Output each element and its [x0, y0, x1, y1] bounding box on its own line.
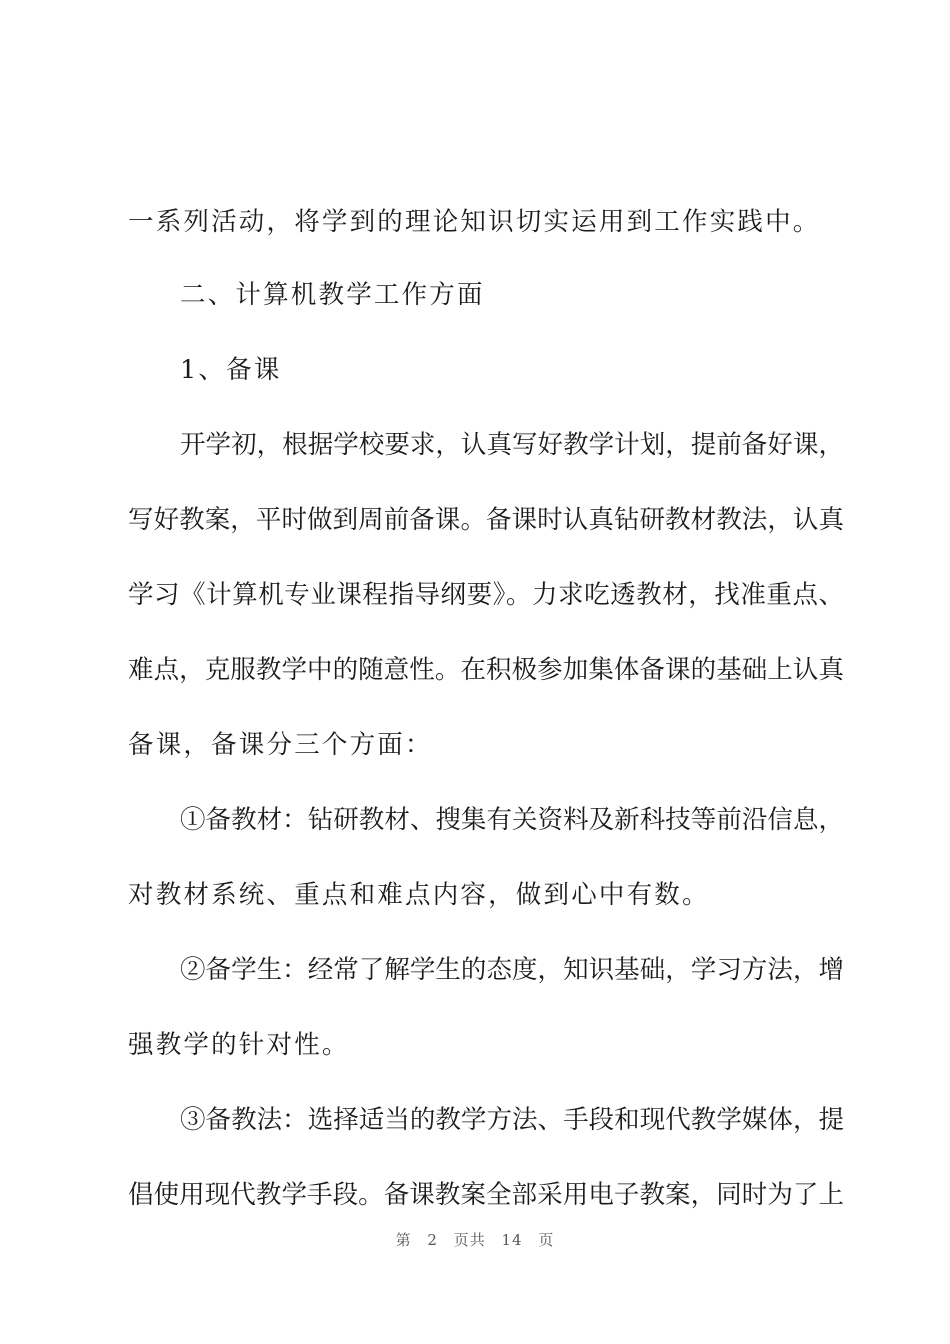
subsection-heading: 1、备课: [180, 354, 282, 385]
body-line-13: ③备教法：选择适当的教学方法、手段和现代教学媒体，提: [180, 1104, 844, 1135]
body-line-7: 难点，克服教学中的随意性。在积极参加集体备课的基础上认真: [128, 654, 844, 685]
body-line-10: 对教材系统、重点和难点内容，做到心中有数。: [128, 879, 710, 910]
body-line-1: 一系列活动，将学到的理论知识切实运用到工作实践中。: [128, 206, 821, 237]
body-line-9: ①备教材：钻研教材、搜集有关资料及新科技等前沿信息，: [180, 804, 844, 835]
body-line-5: 写好教案，平时做到周前备课。备课时认真钻研教材教法，认真: [128, 504, 844, 535]
footer-page-number: 2: [427, 1231, 438, 1249]
footer-suffix: 页: [538, 1231, 555, 1249]
body-line-14: 倡使用现代教学手段。备课教案全部采用电子教案，同时为了上: [128, 1179, 844, 1210]
body-line-4: 开学初，根据学校要求，认真写好教学计划，提前备好课，: [180, 429, 844, 460]
body-line-8: 备课，备课分三个方面：: [128, 729, 433, 760]
body-line-11: ②备学生：经常了解学生的态度，知识基础，学习方法，增: [180, 954, 844, 985]
section-heading: 二、计算机教学工作方面: [180, 279, 485, 310]
footer-middle: 页共: [453, 1231, 486, 1249]
body-line-12: 强教学的针对性。: [128, 1029, 350, 1060]
page-footer: [0, 1228, 950, 1252]
footer-total-pages: 14: [501, 1231, 523, 1249]
footer-prefix: 第: [395, 1231, 412, 1249]
body-line-6: 学习《计算机专业课程指导纲要》。力求吃透教材，找准重点、: [128, 579, 844, 610]
